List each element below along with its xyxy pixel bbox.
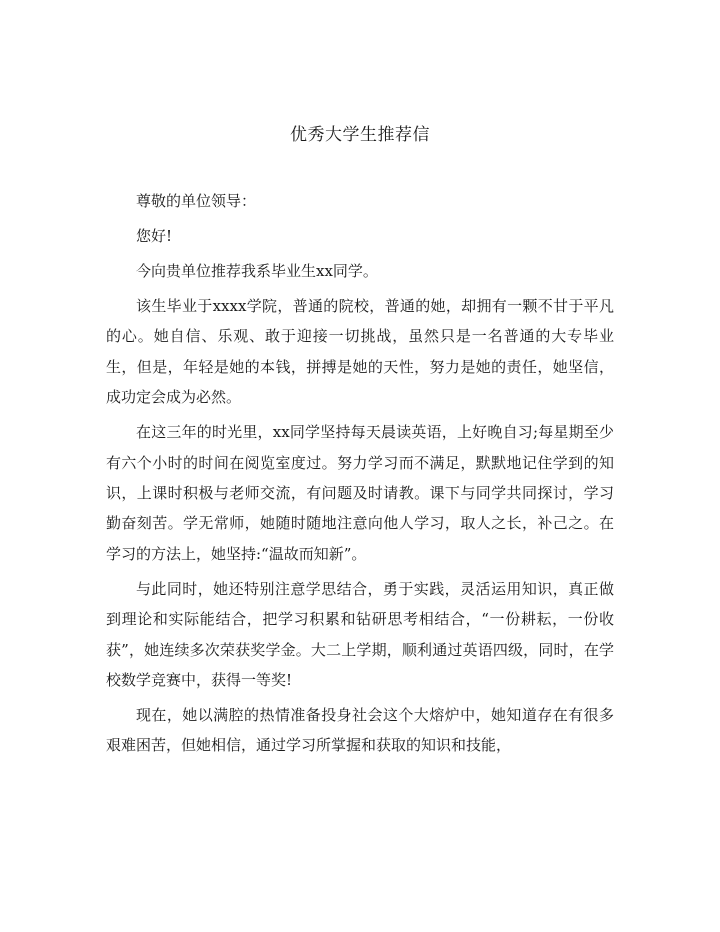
body-paragraph: 该生毕业于xxxx学院，普通的院校，普通的她，却拥有一颗不甘于平凡的心。她自信、乐观、敢于迎接一切挑战，虽然只是一名普通的大专毕业生，但是，年轻是她的本钱，拼搏是她的天性，努力是她的责任，她坚信，成功定会成为必然。 (106, 297, 614, 407)
letter-body (106, 186, 614, 761)
document-title: 优秀大学生推荐信 (290, 125, 430, 145)
salutation: 尊敬的单位领导： (136, 192, 257, 210)
body-paragraph: 今向贵单位推荐我系毕业生xx同学。 (136, 262, 378, 280)
body-paragraph: 现在，她以满腔的热情准备投身社会这个大熔炉中，她知道存在有很多艰难困苦，但她相信，通过学习所掌握和获取的知识和技能， (106, 706, 614, 755)
greeting: 您好! (136, 227, 173, 245)
body-paragraph: 与此同时，她还特别注意学思结合，勇于实践，灵活运用知识，真正做到理论和实际能结合，把学习积累和钻研思考相结合，“一份耕耘，一份收获”，她连续多次荣获奖学金。大二上学期，顺利通过英语四级，同时，在学校数学竞赛中，获得一等奖! (106, 579, 614, 690)
body-paragraph: 在这三年的时光里，xx同学坚持每天晨读英语，上好晚自习;每星期至少有六个小时的时间在阅览室度过。努力学习而不满足，默默地记住学到的知识，上课时积极与老师交流，有问题及时请教。课下与同学共同探讨，学习勤奋刻苦。学无常师，她随时随地注意向他人学习，取人之长，补己之。在学习的方法上，她坚持:“温故而知新”。 (106, 423, 614, 563)
